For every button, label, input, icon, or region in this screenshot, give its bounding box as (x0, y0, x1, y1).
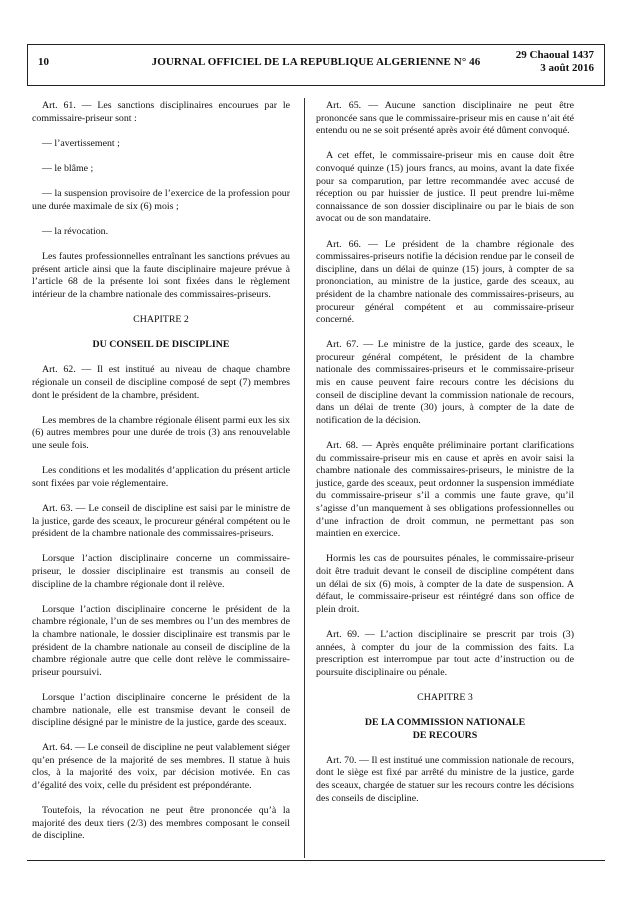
chapter-3-title-line-2: DE RECOURS (412, 729, 478, 741)
column-divider (304, 98, 305, 858)
chapter-3-title-line-1: DE LA COMMISSION NATIONALE (364, 717, 526, 729)
art69-paragraph-1: Art. 69. — L’action disciplinaire se prescrit par trois (3) années, à compter du jour de la commission des faits. La prescription est interrompue par tout acte d’instruction ou de poursuite disciplinaire ou pénale. (316, 628, 574, 678)
chapter-3-heading (316, 692, 574, 742)
art67-paragraph-1: Art. 67. — Le ministre de la justice, garde des sceaux, le procureur général compétent, le président de la chambre nationale des commissaires-priseurs et le commissaire-priseur mis en cause peuvent faire recours contre les décisions du conseil de discipline devant la commission nationale de recours, dans un délai de trente (30) jours, à compter de la date de notification de la décision. (316, 339, 574, 426)
art61-item-3: — la suspension provisoire de l’exercice de la profession pour une durée maximale de six (6) mois ; (32, 188, 290, 212)
art68-paragraph-1: Art. 68. — Après enquête préliminaire portant clarifications du commissaire-priseur mis en cause et après en avoir saisi la chambre nationale des commissaires-priseurs, le ministre de la justice, garde des sceaux, peut ordonner la suspension immédiate du commissaire-priseur s’il a commis une faute grave, qu’il s’agisse d’un manquement à ses obligations professionnelles ou d’une infraction de droit commun, ne permettant pas son maintien en exercice. (316, 440, 574, 540)
chapter-2-heading (32, 314, 290, 352)
chapter-2-label: CHAPITRE 2 (133, 314, 189, 326)
art62-paragraph-1: Art. 62. — Il est institué au niveau de chaque chambre régionale un conseil de discipline composé de sept (7) membres dont le président de la chambre, président. (32, 364, 290, 401)
footer-rule (27, 860, 605, 861)
art66-paragraph-1: Art. 66. — Le président de la chambre régionale des commissaires-priseurs notifie la décision rendue par le conseil de discipline, dans un délai de quinze (15) jours, à compter de sa prononciation, au ministre de la justice, garde des sceaux, au président de la chambre nationale des commissaires-priseurs, au procureur général compétent et au commissaire-priseur concerné. (316, 238, 574, 326)
art70-paragraph-1: Art. 70. — Il est institué une commission nationale de recours, dont le siège est fixé par arrêté du ministre de la justice, garde des sceaux, chargée de statuer sur les recours contre les décisions des conseils de discipline. (316, 754, 574, 804)
art63-paragraph-3: Lorsque l’action disciplinaire concerne le président de la chambre régionale, l’un de ses membres ou l’un des membres de la chambre nationale, le dossier disciplinaire est transmis par le président de la chambre nationale au conseil de discipline de la chambre régionale autre que celle dont relève le commissaire-priseur poursuivi. (32, 603, 290, 678)
art64-paragraph-1: Art. 64. — Le conseil de discipline ne peut valablement siéger qu’en présence de la majorité de ses membres. Il statue à huis clos, à la majorité des voix, par décision motivée. En cas d’égalité des voix, celle du président est prépondérante. (32, 742, 290, 792)
art65-paragraph-2: A cet effet, le commissaire-priseur mis en cause doit être convoqué quinze (15) jours francs, au moins, avant la date fixée pour sa comparution, par lettre recommandée avec accusé de réception ou par huissier de justice. Il peut prendre lui-même connaissance de son dossier disciplinaire ou par le biais de son avocat ou de son mandataire. (316, 150, 574, 225)
art65-paragraph-1: Art. 65. — Aucune sanction disciplinaire ne peut être prononcée sans que le commissaire-priseur mis en cause n’ait été entendu ou ne se soit présenté après avoir été dûment convoqué. (316, 100, 574, 137)
art64-paragraph-2: Toutefois, la révocation ne peut être prononcée qu’à la majorité des deux tiers (2/3) des membres composant le conseil de discipline. (32, 805, 290, 842)
art62-paragraph-2: Les membres de la chambre régionale élisent parmi eux les six (6) autres membres pour une durée de trois (3) ans renouvelable une seule fois. (32, 414, 290, 452)
art61-paragraph-2: Les fautes professionnelles entraînant les sanctions prévues au présent article ainsi que la faute disciplinaire majeure prévue à l’article 68 de la présente loi sont fixées dans le règlement intérieur de la chambre nationale des commissaires-priseurs. (32, 251, 290, 300)
art61-item-2: — le blâme ; (42, 162, 94, 174)
page-number: 10 (38, 56, 49, 68)
art63-paragraph-2: Lorsque l’action disciplinaire concerne un commissaire-priseur, le dossier disciplinaire est transmis au conseil de discipline de la chambre régionale dont il relève. (32, 553, 290, 590)
issue-date (516, 49, 594, 75)
page-header (27, 44, 605, 86)
issue-date-hijri: 29 Chaoual 1437 (515, 49, 594, 61)
right-column (316, 100, 574, 805)
art61-item-1: — l’avertissement ; (42, 137, 120, 149)
issue-date-gregorian: 3 août 2016 (540, 62, 594, 74)
art68-paragraph-2: Hormis les cas de poursuites pénales, le commissaire-priseur doit être traduit devant le conseil de discipline compétent dans un délai de six (6) mois, à compter de la date de suspension. A défaut, le commissaire-priseur est réintégré dans son office de plein droit. (316, 553, 574, 615)
chapter-3-label: CHAPITRE 3 (417, 691, 473, 703)
left-column (32, 100, 290, 843)
journal-title: JOURNAL OFFICIEL DE LA REPUBLIQUE ALGERIENNE N° 46 (151, 56, 481, 68)
art63-paragraph-4: Lorsque l’action disciplinaire concerne le président de la chambre nationale, elle est transmise devant le conseil de discipline désigné par le ministre de la justice, garde des sceaux. (32, 691, 290, 729)
art62-paragraph-3: Les conditions et les modalités d’application du présent article sont fixées par voie réglementaire. (32, 465, 290, 489)
art61-intro: Art. 61. — Les sanctions disciplinaires encourues par le commissaire-priseur sont : (32, 100, 290, 124)
art61-item-4: — la révocation. (42, 225, 109, 237)
art63-paragraph-1: Art. 63. — Le conseil de discipline est saisi par le ministre de la justice, garde des sceaux, le procureur général compétent ou le président de la chambre nationale des commissaires-priseurs. (32, 503, 290, 540)
chapter-2-title: DU CONSEIL DE DISCIPLINE (92, 339, 230, 351)
